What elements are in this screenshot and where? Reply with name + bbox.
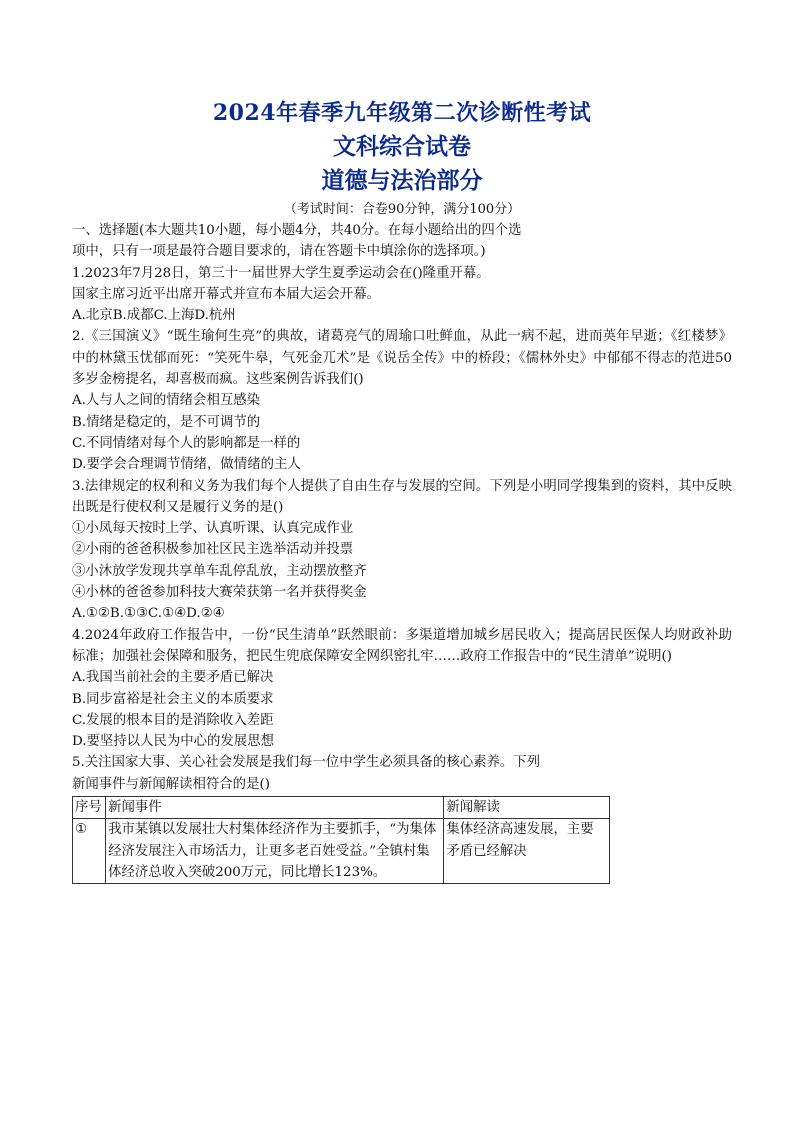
q2-stem: 2.《三国演义》“既生瑜何生亮”的典故，诸葛亮气的周瑜口吐鲜血，从此一病不起，进而英年早逝；《红楼梦》中的林黛玉忧郁而死：“笑死牛皋，气死金兀术”是《说岳全传》中的桥段；《儒林外史》中郁郁不得志的范进50多岁金榜提名，却喜极而疯。这些案例告诉我们() [72,329,732,388]
q3-item-2: ②小雨的爸爸积极参加社区民主选举活动并投票 [72,542,354,558]
row-index: ① [73,819,106,884]
subject-title: 道德与法治部分 [321,167,483,194]
header-index: 序号 [73,797,106,819]
paper-title: 文科综合试卷 [333,133,471,160]
q5-stem-cont: 新闻事件与新闻解读相符合的是() [72,776,270,792]
q3-item-4: ④小林的爸爸参加科技大赛荣获第一名并获得奖金 [72,585,367,601]
title-block [72,96,732,198]
q4-option-d: D.要坚持以人民为中心的发展思想 [72,734,274,750]
exam-title: 2024年春季九年级第二次诊断性考试 [212,100,592,126]
q1-stem: 1.2023年7月28日，第三十一届世界大学生夏季运动会在()隆重开幕。 [72,265,490,281]
table-header-row [73,797,610,819]
q2-option-d: D.要学会合理调节情绪，做情绪的主人 [72,457,301,473]
q3-item-1: ①小凤每天按时上学、认真听课、认真完成作业 [72,521,354,537]
q2-option-a: A.人与人之间的情绪会相互感染 [72,393,261,409]
exam-info: （考试时间：合卷90分钟，满分100分） [283,202,521,217]
section-heading: 一、选择题(本大题共10小题，每小题4分，共40分。在每小题给出的四个选 [72,223,522,238]
q2-option-b: B.情绪是稳定的，是不可调节的 [72,414,261,430]
q3-item-3: ③小沐放学发现共享单车乱停乱放，主动摆放整齐 [72,563,367,579]
table-row [73,819,610,884]
q4-option-c: C.发展的根本目的是消除收入差距 [72,712,274,728]
q3-options: A.①②B.①③C.①④D.②④ [72,606,225,622]
q4-option-b: B.同步富裕是社会主义的本质要求 [72,691,274,707]
q5-stem: 5.关注国家大事、关心社会发展是我们每一位中学生必须具备的核心素养。下列 [72,755,541,771]
header-news-event: 新闻事件 [106,797,444,819]
q2-option-c: C.不同情绪对每个人的影响都是一样的 [72,435,301,451]
q4-option-a: A.我国当前社会的主要矛盾已解决 [72,670,274,686]
q3-stem: 3.法律规定的权利和义务为我们每个人提供了自由生存与发展的空间。下列是小明同学搜集到的资料，其中反映出既是行使权利又是履行义务的是() [72,478,732,515]
q1-stem-cont: 国家主席习近平出席开幕式并宣布本届大运会开幕。 [72,286,380,302]
row-news-event: 我市某镇以发展壮大村集体经济作为主要抓手，“为集体经济发展注入市场活力，让更多老百姓受益。”全镇村集体经济总收入突破200万元，同比增长123%。 [106,819,444,884]
q4-stem: 4.2024年政府工作报告中，一份“民生清单”跃然眼前：多渠道增加城乡居民收入；提高居民医保人均财政补助标准；加强社会保障和服务，把民生兜底保障安全网织密扎牢……政府工作报告中的“民生清单”说明() [72,627,732,664]
exam-page [72,96,732,884]
news-table [72,796,610,884]
row-news-interpretation: 集体经济高速发展，主要矛盾已经解决 [444,819,610,884]
header-news-interpretation: 新闻解读 [444,797,610,819]
section-heading-cont: 项中，只有一项是最符合题目要求的，请在答题卡中填涂你的选择项。) [72,244,486,260]
q1-options: A.北京B.成都C.上海D.杭州 [72,308,236,324]
